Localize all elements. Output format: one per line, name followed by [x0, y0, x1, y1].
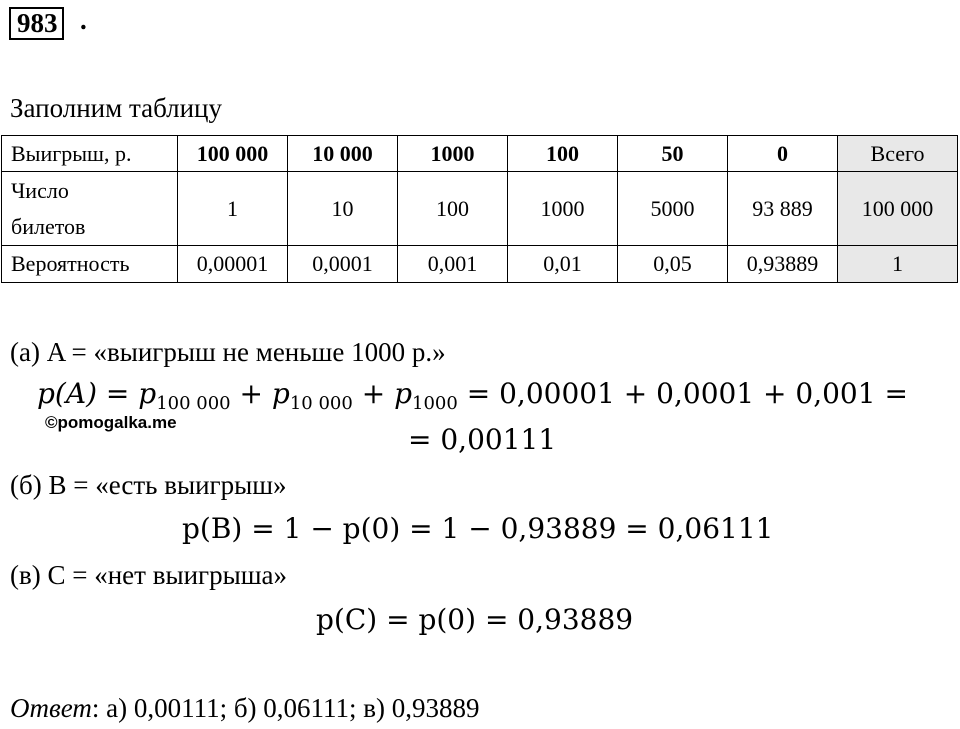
table-row [2, 172, 958, 246]
table-row [2, 136, 958, 172]
part-a-label: (а) A = «выигрыш не меньше 1000 р.» [10, 337, 446, 367]
table-cell: 0,05 [618, 246, 728, 283]
table-cell: 1000 [508, 172, 618, 246]
row-header-line: билетов [11, 213, 86, 239]
table-row-header: Вероятность [2, 246, 178, 283]
formula-subscript: 10 000 [289, 393, 353, 414]
table-cell: 1000 [398, 136, 508, 172]
table-cell: 0,00001 [178, 246, 288, 283]
table-cell: 10 [288, 172, 398, 246]
row-header-line: Число [11, 177, 69, 203]
part-b-label: (б) B = «есть выигрыш» [10, 470, 287, 500]
table-cell: 50 [618, 136, 728, 172]
problem-number: 983 [9, 7, 64, 40]
watermark: ©pomogalka.me [45, 413, 177, 432]
part-a-result: = 0,00111 [408, 423, 557, 456]
table-cell: 100 [398, 172, 508, 246]
intro-text: Заполним таблицу [10, 93, 223, 123]
table-row-header: Выигрыш, р. [2, 136, 178, 172]
problem-number-dot: . [80, 5, 87, 35]
table-cell: 0,93889 [728, 246, 838, 283]
formula-term: p(A) [37, 377, 97, 410]
formula-subscript: 100 000 [156, 393, 231, 414]
part-a-formula: $p(A) = p_{100 000} + p_{10 000} + p_{1000} = 0,00001 + 0,0001 + 0,001$ = [37, 377, 908, 414]
table-cell-total: Всего [838, 136, 958, 172]
table-row [2, 246, 958, 283]
table-cell: 93 889 [728, 172, 838, 246]
formula-subscript: 1000 [412, 393, 458, 414]
table-cell: 100 [508, 136, 618, 172]
table-cell: 0 [728, 136, 838, 172]
table-cell-total: 1 [838, 246, 958, 283]
formula-rhs: = 0,00001 + 0,0001 + 0,001 = [466, 377, 908, 410]
table-cell: 10 000 [288, 136, 398, 172]
table-cell: 0,01 [508, 246, 618, 283]
table-cell: 0,001 [398, 246, 508, 283]
part-c-label: (в) C = «нет выигрыша» [10, 560, 288, 590]
table-cell: 0,0001 [288, 246, 398, 283]
answer-line [10, 693, 480, 724]
table-row-header [2, 172, 178, 246]
part-c-formula: p(C) = p(0) = 0,93889 [316, 603, 634, 636]
answer-prefix: Ответ [10, 693, 92, 723]
table-cell: 5000 [618, 172, 728, 246]
table-cell-total: 100 000 [838, 172, 958, 246]
answer-text: : а) 0,00111; б) 0,06111; в) 0,93889 [91, 693, 480, 723]
table-cell: 1 [178, 172, 288, 246]
probability-table [1, 135, 958, 283]
part-b-formula: p(B) = 1 − p(0) = 1 − 0,93889 = 0,06111 [182, 512, 774, 545]
table-cell: 100 000 [178, 136, 288, 172]
